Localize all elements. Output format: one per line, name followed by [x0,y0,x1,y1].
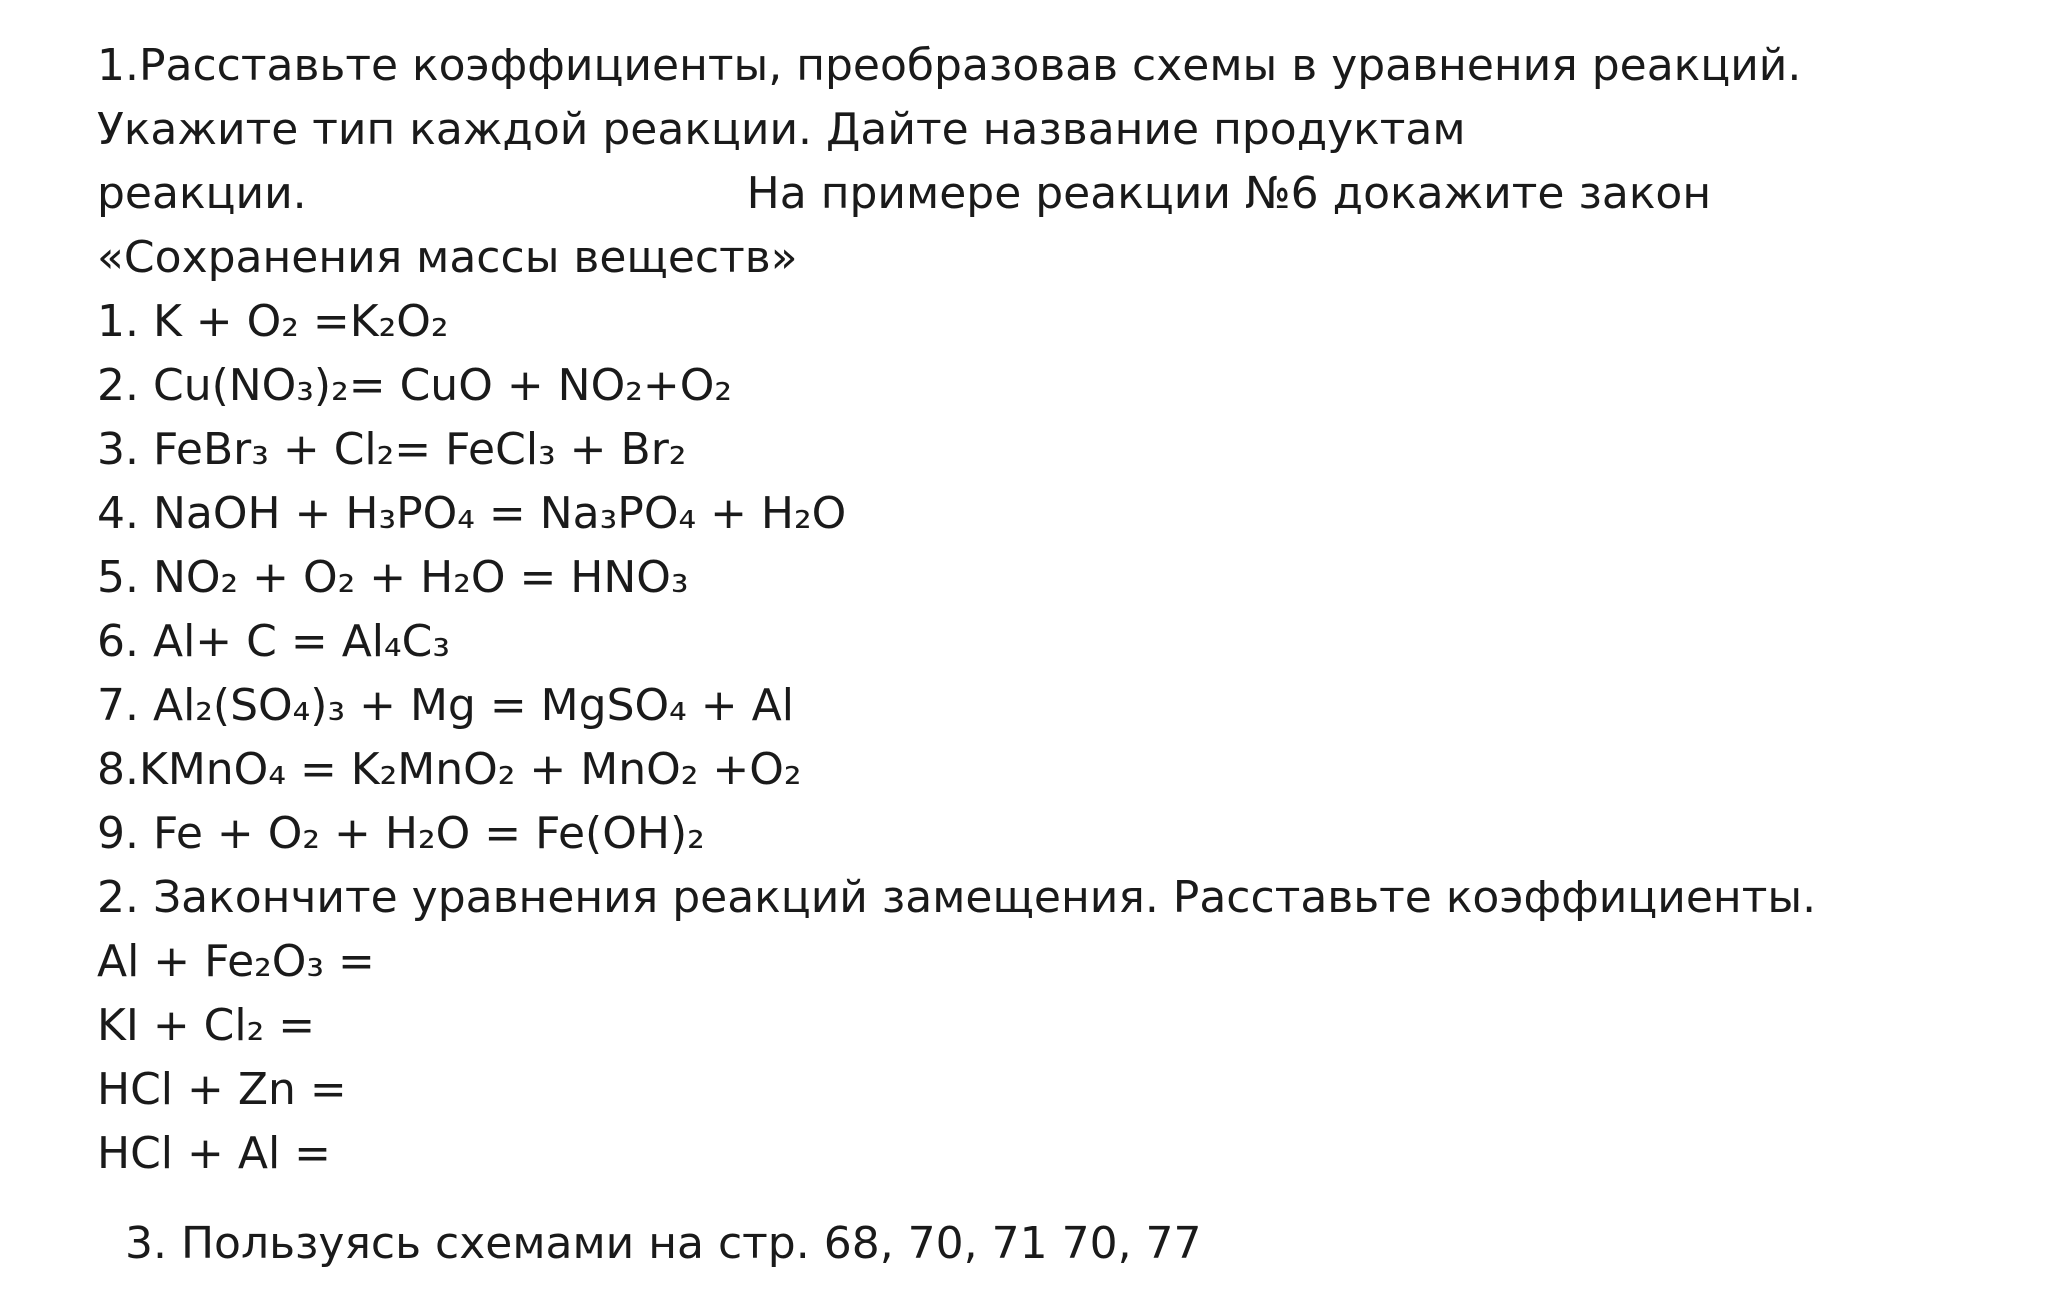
task2-equation-2: KI + Cl₂ = [97,1000,316,1051]
task1-line3-start: реакции. [97,168,307,219]
reaction-4: 4. NaOH + H₃PO₄ = Na₃PO₄ + H₂O [97,488,847,539]
task1-line3 [97,162,1997,226]
reaction-9: 9. Fe + O₂ + H₂O = Fe(OH)₂ [97,808,705,859]
reaction-5: 5. NO₂ + O₂ + H₂O = HNO₃ [97,552,689,603]
task2-title: 2. Закончите уравнения реакций замещения. Расставьте коэффициенты. [97,872,1817,923]
task1-line3-end: На примере реакции №6 докажите закон [746,168,1712,219]
reaction-7: 7. Al₂(SO₄)₃ + Mg = MgSO₄ + Al [97,680,794,731]
document-text [97,34,1997,1186]
cut-off-line [97,1172,1997,1269]
task2-equation-3: HCl + Zn = [97,1064,347,1115]
cut-off-text: 3. Пользуясь схемами на стр. 68, 70, 71 70, 77 [124,1218,1202,1269]
task1-line1: 1.Расставьте коэффициенты, преобразовав схемы в уравнения реакций. [97,40,1802,91]
reaction-1: 1. K + O₂ =K₂O₂ [97,296,449,347]
task2-equation-1: Al + Fe₂O₃ = [97,936,375,987]
task2-equation-4: HCl + Al = [97,1128,332,1179]
reaction-6: 6. Al+ C = Al₄C₃ [97,616,451,667]
reaction-8: 8.KMnO₄ = K₂MnO₂ + MnO₂ +O₂ [97,744,802,795]
reaction-3: 3. FeBr₃ + Cl₂= FeCl₃ + Br₂ [97,424,687,475]
reaction-2: 2. Cu(NO₃)₂= CuO + NO₂+O₂ [97,360,732,411]
task1-line2: Укажите тип каждой реакции. Дайте название продуктам [97,104,1466,155]
task1-line4: «Сохранения массы веществ» [97,232,798,283]
